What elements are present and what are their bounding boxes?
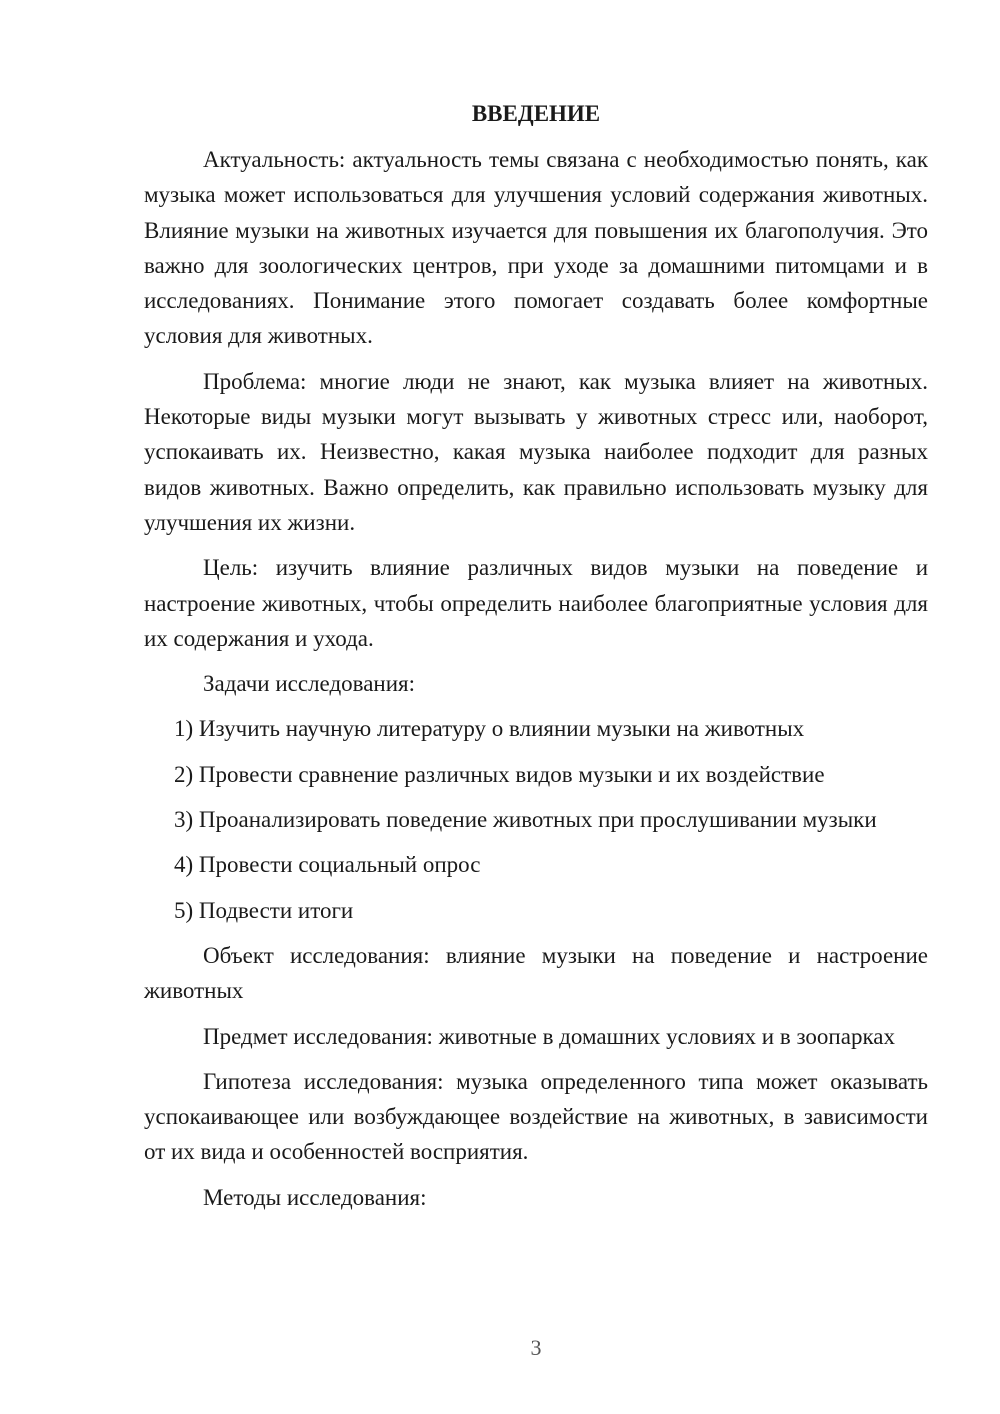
section-title: ВВЕДЕНИЕ xyxy=(471,101,601,126)
paragraph-hypothesis: Гипотеза исследования: музыка определенного типа может оказывать успокаивающее или возбуждающее воздействие на животных, в зависимости от их вида и особенностей восприятия. xyxy=(144,1068,928,1165)
paragraph-object: Объект исследования: влияние музыки на поведение и настроение животных xyxy=(144,942,928,1004)
paragraph-relevance: Актуальность: актуальность темы связана с необходимостью понять, как музыка может использоваться для улучшения условий содержания животных. Влияние музыки на животных изучается для повышения их благополучия. Это важно для зоологических центров, при уходе за домашними питомцами и в исследованиях. Понимание этого помогает создавать более комфортные условия для животных. xyxy=(144,147,928,349)
paragraph-problem: Проблема: многие люди не знают, как музыка влияет на животных. Некоторые виды музыки могут вызывать у животных стресс или, наоборот, успокаивать их. Неизвестно, какая музыка наиболее подходит для разных видов животных. Важно определить, как правильно использовать музыку для улучшения их жизни. xyxy=(144,368,928,535)
methods-heading: Методы исследования: xyxy=(203,1184,427,1210)
list-item: 4) Провести социальный опрос xyxy=(174,852,481,878)
list-item: 5) Подвести итоги xyxy=(174,897,354,923)
list-item: 2) Провести сравнение различных видов музыки и их воздействие xyxy=(174,761,825,787)
list-item: 3) Проанализировать поведение животных при прослушивании музыки xyxy=(174,807,877,833)
page-number: 3 xyxy=(530,1335,542,1360)
tasks-list xyxy=(144,711,928,927)
page-content xyxy=(144,96,928,1225)
paragraph-subject: Предмет исследования: животные в домашних условиях и в зоопарках xyxy=(203,1023,895,1049)
paragraph-goal: Цель: изучить влияние различных видов музыки на поведение и настроение животных, чтобы определить наиболее благоприятные условия для их содержания и ухода. xyxy=(144,555,928,651)
list-item: 1) Изучить научную литературу о влиянии музыки на животных xyxy=(174,716,805,742)
tasks-heading: Задачи исследования: xyxy=(203,671,416,697)
